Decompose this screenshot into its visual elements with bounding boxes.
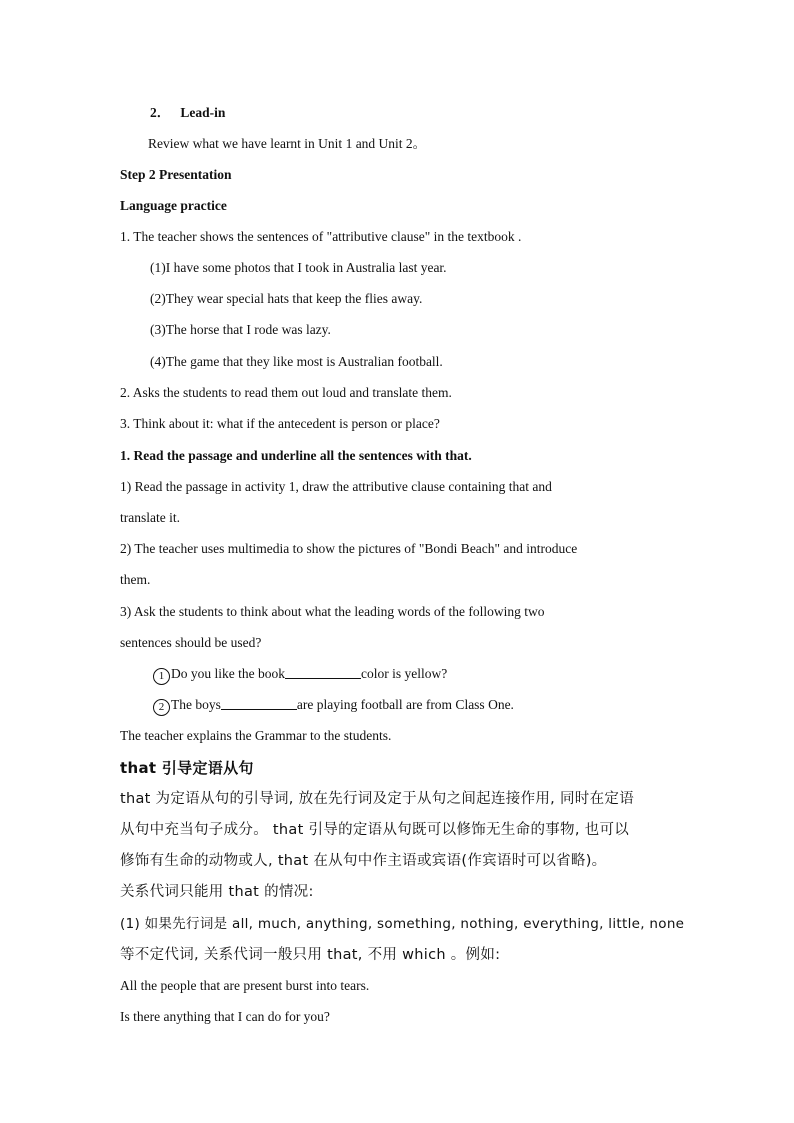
grammar-line-1: that 为定语从句的引导词, 放在先行词及定于从句之间起连接作用, 同时在定语 [120, 791, 634, 807]
grammar-title: that 引导定语从句 [120, 759, 254, 777]
question-2 [153, 696, 514, 716]
task-1-line-1: 1) Read the passage in activity 1, draw the attributive clause containing that and [120, 479, 552, 494]
fill-blank-2 [221, 697, 297, 710]
example-english-2: Is there anything that I can do for you? [120, 1009, 330, 1024]
circled-number-2: 2 [153, 699, 170, 716]
question-1 [153, 665, 447, 685]
grammar-line-3: 修饰有生命的动物或人, that 在从句中作主语或宾语(作宾语时可以省略)。 [120, 853, 607, 869]
grammar-line-4: 关系代词只能用 that 的情况: [120, 884, 314, 900]
question-2-before: The boys [171, 697, 221, 712]
teacher-explains: The teacher explains the Grammar to the students. [120, 728, 392, 743]
task-2-line-2: them. [120, 572, 151, 587]
lead-in-title: Lead-in [180, 105, 226, 120]
lead-in-review: Review what we have learnt in Unit 1 and Unit 2。 [148, 136, 427, 151]
circled-number-1: 1 [153, 668, 170, 685]
grammar-line-5: (1) 如果先行词是 all, much, anything, something, nothing, everything, little, none [120, 916, 685, 932]
paragraph-3: 3. Think about it: what if the antecedent is person or place? [120, 416, 440, 431]
paragraph-2: 2. Asks the students to read them out loud and translate them. [120, 385, 452, 400]
language-practice-heading: Language practice [120, 198, 227, 213]
grammar-line-2: 从句中充当句子成分。 that 引导的定语从句既可以修饰无生命的事物, 也可以 [120, 822, 630, 838]
example-sentence-2: (2)They wear special hats that keep the flies away. [150, 291, 423, 306]
lead-in-heading [150, 104, 225, 122]
grammar-line-6: 等不定代词, 关系代词一般只用 that, 不用 which 。例如: [120, 947, 501, 963]
task-3-line-1: 3) Ask the students to think about what the leading words of the following two [120, 604, 545, 619]
task-2-line-1: 2) The teacher uses multimedia to show the pictures of "Bondi Beach" and introduce [120, 541, 578, 556]
fill-blank-1 [285, 666, 361, 679]
question-2-after: are playing football are from Class One. [296, 697, 514, 712]
question-1-before: Do you like the book [171, 666, 285, 681]
example-sentence-1: (1)I have some photos that I took in Australia last year. [150, 260, 447, 275]
task-1-line-2: translate it. [120, 510, 180, 525]
example-sentence-3: (3)The horse that I rode was lazy. [150, 322, 331, 337]
task-heading: 1. Read the passage and underline all the sentences with that. [120, 448, 472, 463]
paragraph-1: 1. The teacher shows the sentences of "attributive clause" in the textbook . [120, 229, 522, 244]
lead-in-number: 2． [150, 105, 171, 120]
example-sentence-4: (4)The game that they like most is Australian football. [150, 354, 443, 369]
question-1-after: color is yellow? [361, 666, 448, 681]
task-3-line-2: sentences should be used? [120, 635, 262, 650]
example-english-1: All the people that are present burst into tears. [120, 978, 370, 993]
step2-heading: Step 2 Presentation [120, 167, 232, 182]
